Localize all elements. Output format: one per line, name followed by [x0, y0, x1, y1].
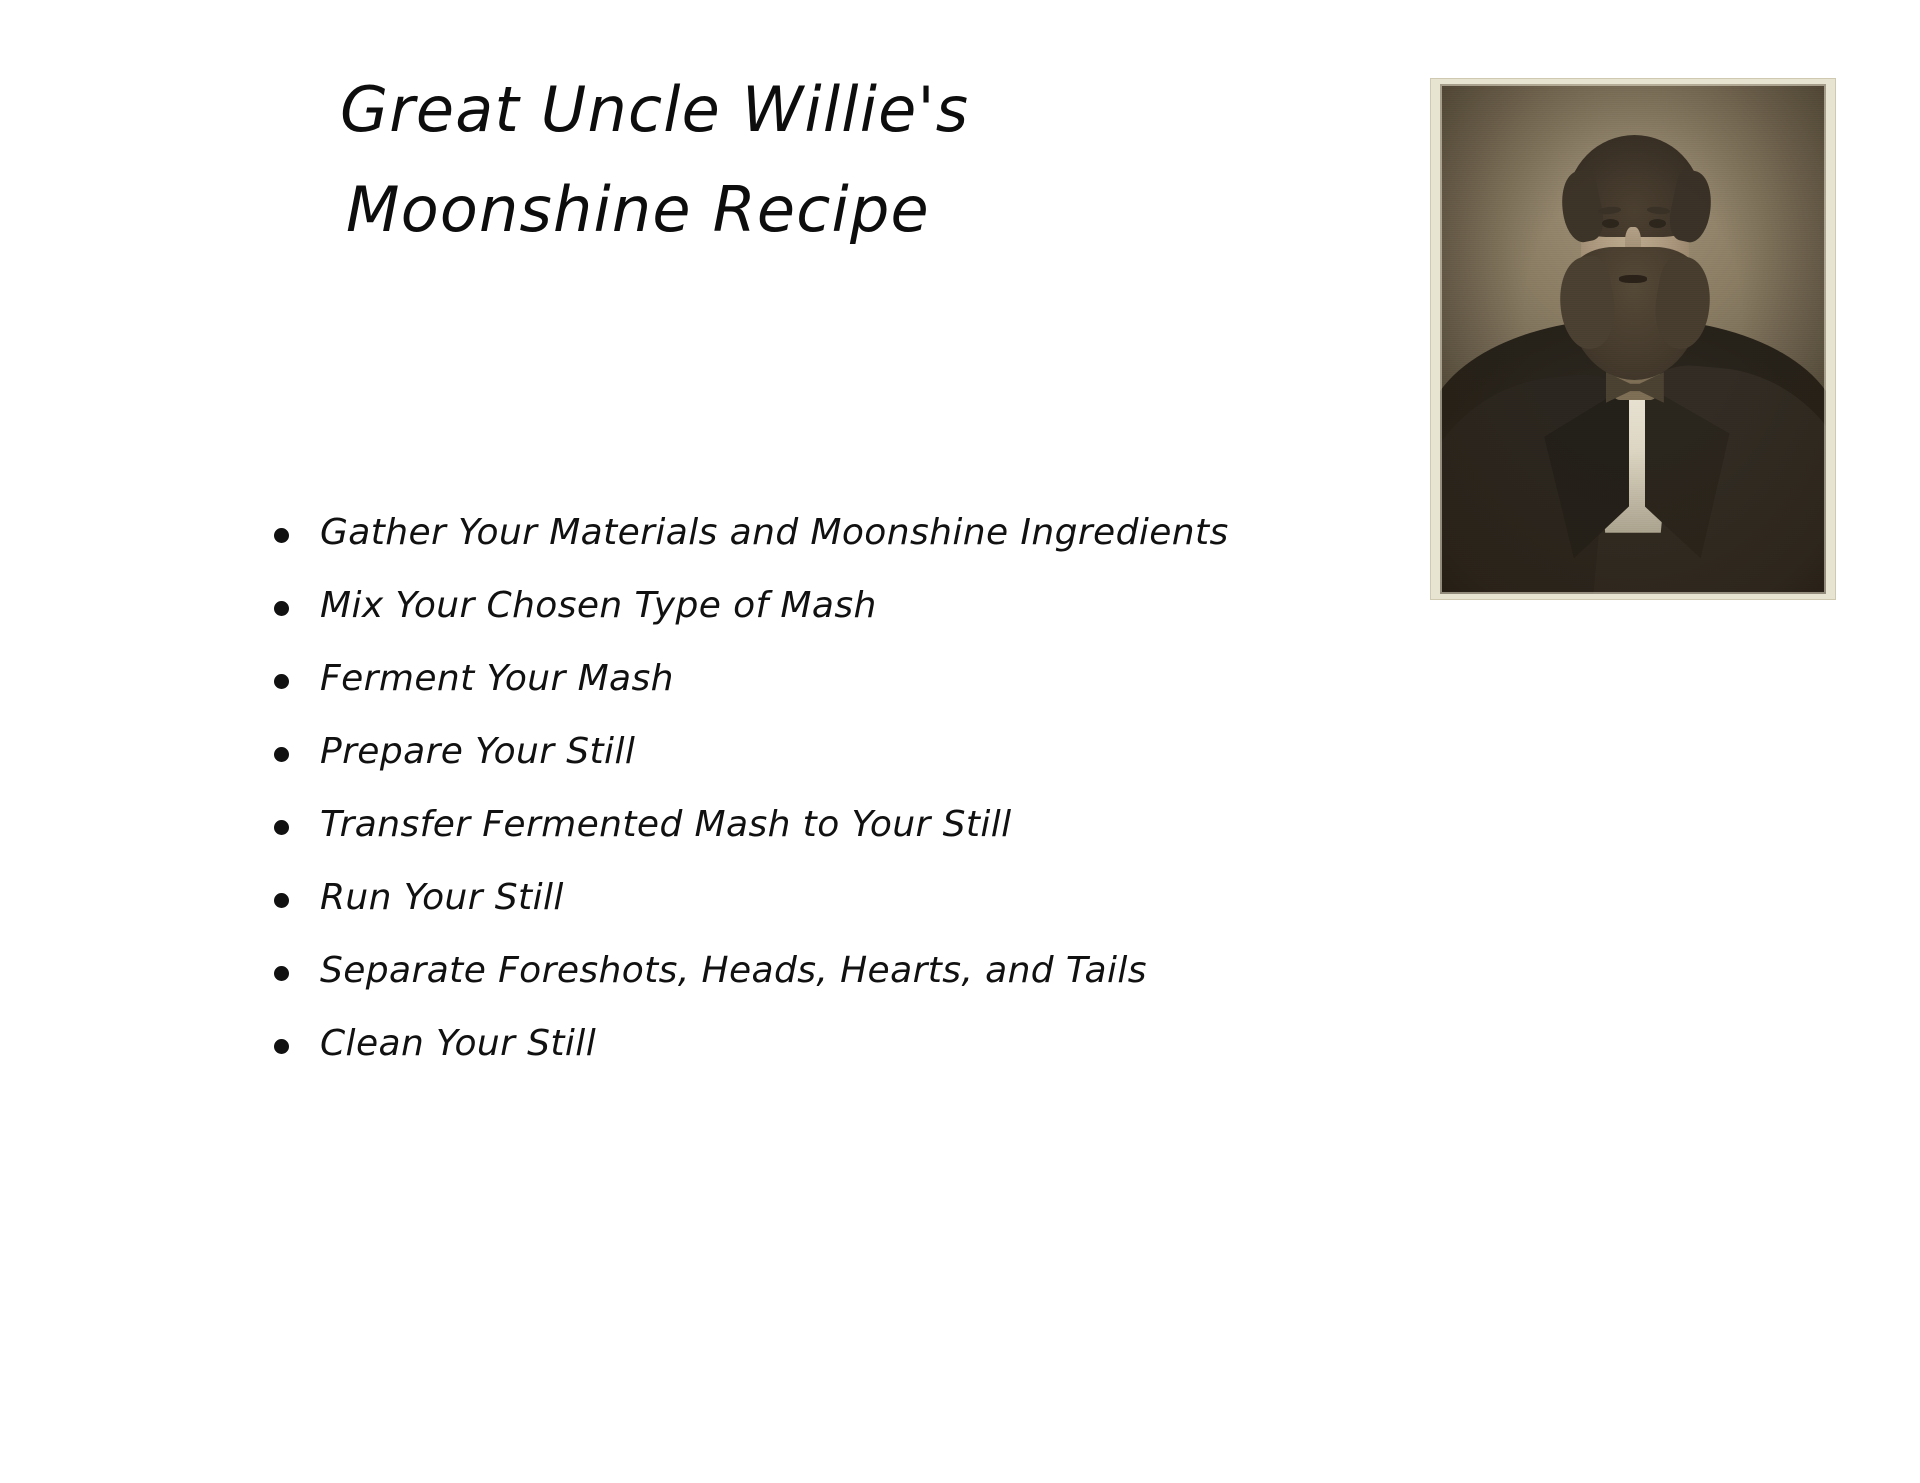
list-item: [258, 802, 1258, 847]
photo-inner-border: [1440, 84, 1826, 594]
list-item: [258, 656, 1258, 701]
list-item: [258, 729, 1258, 774]
bullet-dot-icon: [274, 1039, 289, 1054]
page-title: [340, 60, 1160, 261]
list-item: [258, 1021, 1258, 1066]
list-item: [258, 510, 1258, 555]
bullet-dot-icon: [274, 893, 289, 908]
list-item-label: Run Your Still: [320, 877, 564, 918]
bullet-dot-icon: [274, 820, 289, 835]
title-line-1: Great Uncle Willie's: [340, 73, 970, 146]
list-item-label: Prepare Your Still: [320, 731, 636, 772]
portrait-photo-image: [1440, 84, 1826, 594]
title-line-2: Moonshine Recipe: [346, 173, 930, 247]
bullet-dot-icon: [274, 674, 289, 689]
portrait-photo: [1430, 78, 1836, 600]
list-item-label: Clean Your Still: [320, 1023, 597, 1064]
bullet-dot-icon: [274, 528, 289, 543]
recipe-steps-list: [258, 510, 1258, 1094]
bullet-dot-icon: [274, 966, 289, 981]
list-item: [258, 583, 1258, 628]
list-item: [258, 948, 1258, 993]
list-item-label: Transfer Fermented Mash to Your Still: [320, 804, 1012, 845]
list-item-label: Gather Your Materials and Moonshine Ingredients: [320, 512, 1229, 553]
list-item-label: Ferment Your Mash: [320, 658, 674, 699]
bullet-dot-icon: [274, 747, 289, 762]
list-item: [258, 875, 1258, 920]
list-item-label: Mix Your Chosen Type of Mash: [320, 585, 877, 626]
bullet-dot-icon: [274, 601, 289, 616]
list-item-label: Separate Foreshots, Heads, Hearts, and Tails: [320, 950, 1147, 991]
